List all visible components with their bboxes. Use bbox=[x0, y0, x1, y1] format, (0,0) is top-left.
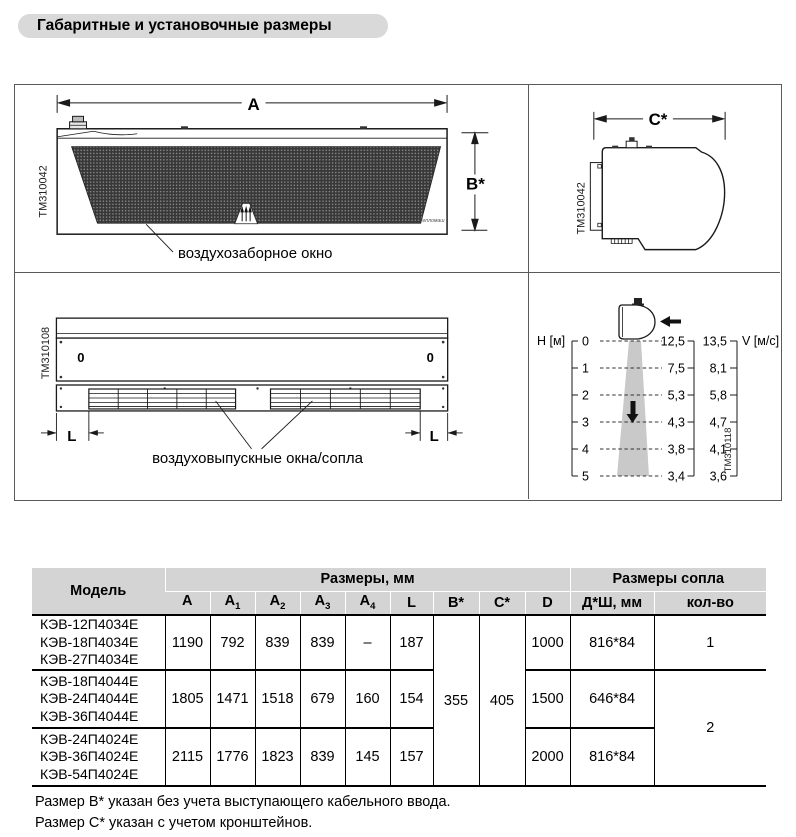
value-d: 2000 bbox=[525, 728, 570, 786]
value-a4: – bbox=[345, 615, 390, 670]
model-cell: КЭВ-12П4034Е КЭВ-18П4034Е КЭВ-27П4034Е bbox=[32, 615, 165, 670]
dim-label-l-left: L bbox=[67, 427, 77, 445]
arrow-right-icon bbox=[411, 430, 420, 436]
outlet-grille-left bbox=[89, 389, 236, 409]
cable-gland-icon bbox=[626, 137, 637, 147]
value-a1: 792 bbox=[210, 615, 255, 670]
value-a1: 1471 bbox=[210, 670, 255, 728]
value-nozzle: 816*84 bbox=[570, 728, 654, 786]
bottom-view-panel bbox=[15, 273, 529, 499]
outlet-callout: воздуховыпускные окна/сопла bbox=[152, 449, 363, 467]
arrow-right-icon bbox=[713, 116, 724, 122]
svg-text:1: 1 bbox=[582, 361, 589, 376]
svg-text:8,1: 8,1 bbox=[709, 361, 727, 376]
drawing-code: ТМ310118 bbox=[723, 427, 734, 473]
col-header-b-star: B* bbox=[433, 591, 479, 615]
height-tick-labels bbox=[582, 335, 589, 484]
value-l: 187 bbox=[390, 615, 433, 670]
velocity-scale-1-axis bbox=[688, 341, 695, 476]
model-cell: КЭВ-24П4024Е КЭВ-36П4024Е КЭВ-54П4024Е bbox=[32, 728, 165, 786]
svg-text:4: 4 bbox=[582, 442, 589, 457]
value-qty: 2 bbox=[654, 670, 766, 786]
svg-text:4,7: 4,7 bbox=[709, 415, 727, 430]
arrow-up-icon bbox=[472, 133, 478, 144]
intake-arrow-left-icon bbox=[660, 316, 681, 327]
intake-callout: воздухозаборное окно bbox=[178, 245, 333, 263]
value-a1: 1776 bbox=[210, 728, 255, 786]
model-cell: КЭВ-18П4044Е КЭВ-24П4044Е КЭВ-36П4044Е bbox=[32, 670, 165, 728]
value-a4: 160 bbox=[345, 670, 390, 728]
svg-text:12,5: 12,5 bbox=[660, 334, 685, 349]
table-header-groups bbox=[32, 568, 766, 591]
fins bbox=[611, 239, 632, 244]
drawing-code: ТМ310108 bbox=[39, 326, 52, 380]
value-a: 2115 bbox=[165, 728, 210, 786]
drawings-frame bbox=[14, 84, 782, 501]
value-b-star: 355 bbox=[433, 615, 479, 786]
col-header-nozzle-size: Д*Ш, мм bbox=[570, 591, 654, 615]
airflow-panel bbox=[529, 273, 780, 499]
lid-screw bbox=[360, 126, 367, 128]
value-a2: 839 bbox=[255, 615, 300, 670]
front-view-drawing bbox=[15, 85, 528, 272]
unit-bottom bbox=[56, 318, 447, 411]
height-axis bbox=[572, 341, 578, 476]
airflow-diagram bbox=[529, 273, 780, 499]
svg-text:13,5: 13,5 bbox=[702, 334, 727, 349]
col-header-a4: $А_4$ bbox=[345, 591, 390, 615]
col-group-dimensions: Размеры, мм bbox=[165, 568, 570, 591]
arrow-left-icon bbox=[595, 116, 606, 122]
svg-text:7,5: 7,5 bbox=[667, 361, 685, 376]
svg-text:3,4: 3,4 bbox=[667, 469, 685, 484]
col-header-model: Модель bbox=[32, 568, 165, 615]
page-title-text: Габаритные и установочные размеры bbox=[37, 17, 332, 34]
front-view-panel bbox=[15, 85, 529, 273]
arrow-left-icon bbox=[59, 100, 70, 106]
col-group-nozzle: Размеры сопла bbox=[570, 568, 766, 591]
top-screw bbox=[646, 146, 652, 148]
dim-label-a: A bbox=[247, 94, 260, 114]
side-view-panel bbox=[529, 85, 780, 273]
value-a3: 679 bbox=[300, 670, 345, 728]
svg-text:4,3: 4,3 bbox=[667, 415, 685, 430]
col-header-qty: кол-во bbox=[654, 591, 766, 615]
svg-text:5,8: 5,8 bbox=[709, 388, 727, 403]
value-d: 1000 bbox=[525, 615, 570, 670]
bottom-view-drawing bbox=[15, 273, 528, 499]
mounting-bracket bbox=[590, 163, 602, 231]
col-header-d: D bbox=[525, 591, 570, 615]
brand-logo: Тепломаш bbox=[419, 217, 445, 224]
col-header-l: L bbox=[390, 591, 433, 615]
top-screw bbox=[612, 146, 618, 148]
value-a4: 145 bbox=[345, 728, 390, 786]
value-l: 154 bbox=[390, 670, 433, 728]
dim-label-l-right: L bbox=[429, 427, 439, 445]
value-d: 1500 bbox=[525, 670, 570, 728]
svg-text:5: 5 bbox=[582, 469, 589, 484]
svg-text:3,6: 3,6 bbox=[709, 469, 727, 484]
svg-text:0: 0 bbox=[582, 334, 589, 349]
outlet-grille-right bbox=[271, 389, 421, 409]
dim-label-c: C* bbox=[648, 109, 668, 129]
arrow-down-icon bbox=[472, 219, 478, 230]
drawing-code: ТМ310042 bbox=[575, 182, 588, 235]
footnotes bbox=[35, 792, 451, 834]
unit-icon bbox=[619, 298, 655, 339]
unit-profile bbox=[590, 137, 724, 249]
cable-gland-icon bbox=[70, 116, 87, 128]
arrow-right-icon bbox=[47, 430, 56, 436]
col-header-c-star: C* bbox=[479, 591, 525, 615]
unit-body bbox=[57, 116, 447, 234]
col-header-a: А bbox=[165, 591, 210, 615]
value-a: 1805 bbox=[165, 670, 210, 728]
page-title bbox=[18, 14, 388, 38]
value-a3: 839 bbox=[300, 728, 345, 786]
arrow-left-icon bbox=[89, 430, 98, 436]
velocity-scale-1-labels bbox=[661, 335, 685, 484]
keyhole-right: 0 bbox=[426, 350, 434, 366]
value-nozzle: 646*84 bbox=[570, 670, 654, 728]
dimensions-table bbox=[32, 568, 766, 787]
arrow-right-icon bbox=[435, 100, 446, 106]
value-a: 1190 bbox=[165, 615, 210, 670]
svg-text:5,3: 5,3 bbox=[667, 388, 685, 403]
value-a2: 1518 bbox=[255, 670, 300, 728]
col-header-a1: $А_1$ bbox=[210, 591, 255, 615]
footnote-c: Размер C* указан с учетом кронштейнов. bbox=[35, 815, 313, 831]
value-qty: 1 bbox=[654, 615, 766, 670]
footnote-b: Размер B* указан без учета выступающего кабельного ввода. bbox=[35, 794, 451, 810]
table-row bbox=[32, 615, 766, 670]
value-c-star: 405 bbox=[479, 615, 525, 786]
value-l: 157 bbox=[390, 728, 433, 786]
col-header-a3: $А_3$ bbox=[300, 591, 345, 615]
airflow-up-arrows-icon bbox=[240, 206, 252, 221]
col-header-a2: $А_2$ bbox=[255, 591, 300, 615]
keyhole-left: 0 bbox=[77, 350, 85, 366]
svg-text:2: 2 bbox=[582, 388, 589, 403]
value-a2: 1823 bbox=[255, 728, 300, 786]
table-row bbox=[32, 670, 766, 728]
drawing-code: ТМ310042 bbox=[37, 165, 50, 218]
intake-mesh bbox=[72, 147, 441, 224]
arrow-left-icon bbox=[448, 430, 457, 436]
height-axis-label: H [м] bbox=[537, 334, 566, 348]
value-a3: 839 bbox=[300, 615, 345, 670]
lid-screw bbox=[181, 126, 188, 128]
velocity-axis-label: V [м/с] bbox=[742, 334, 780, 348]
svg-text:3: 3 bbox=[582, 415, 589, 430]
side-view-drawing bbox=[529, 85, 780, 272]
value-nozzle: 816*84 bbox=[570, 615, 654, 670]
svg-text:3,8: 3,8 bbox=[667, 442, 685, 457]
svg-text:4,1: 4,1 bbox=[709, 442, 727, 457]
dim-label-b: B* bbox=[466, 174, 485, 194]
